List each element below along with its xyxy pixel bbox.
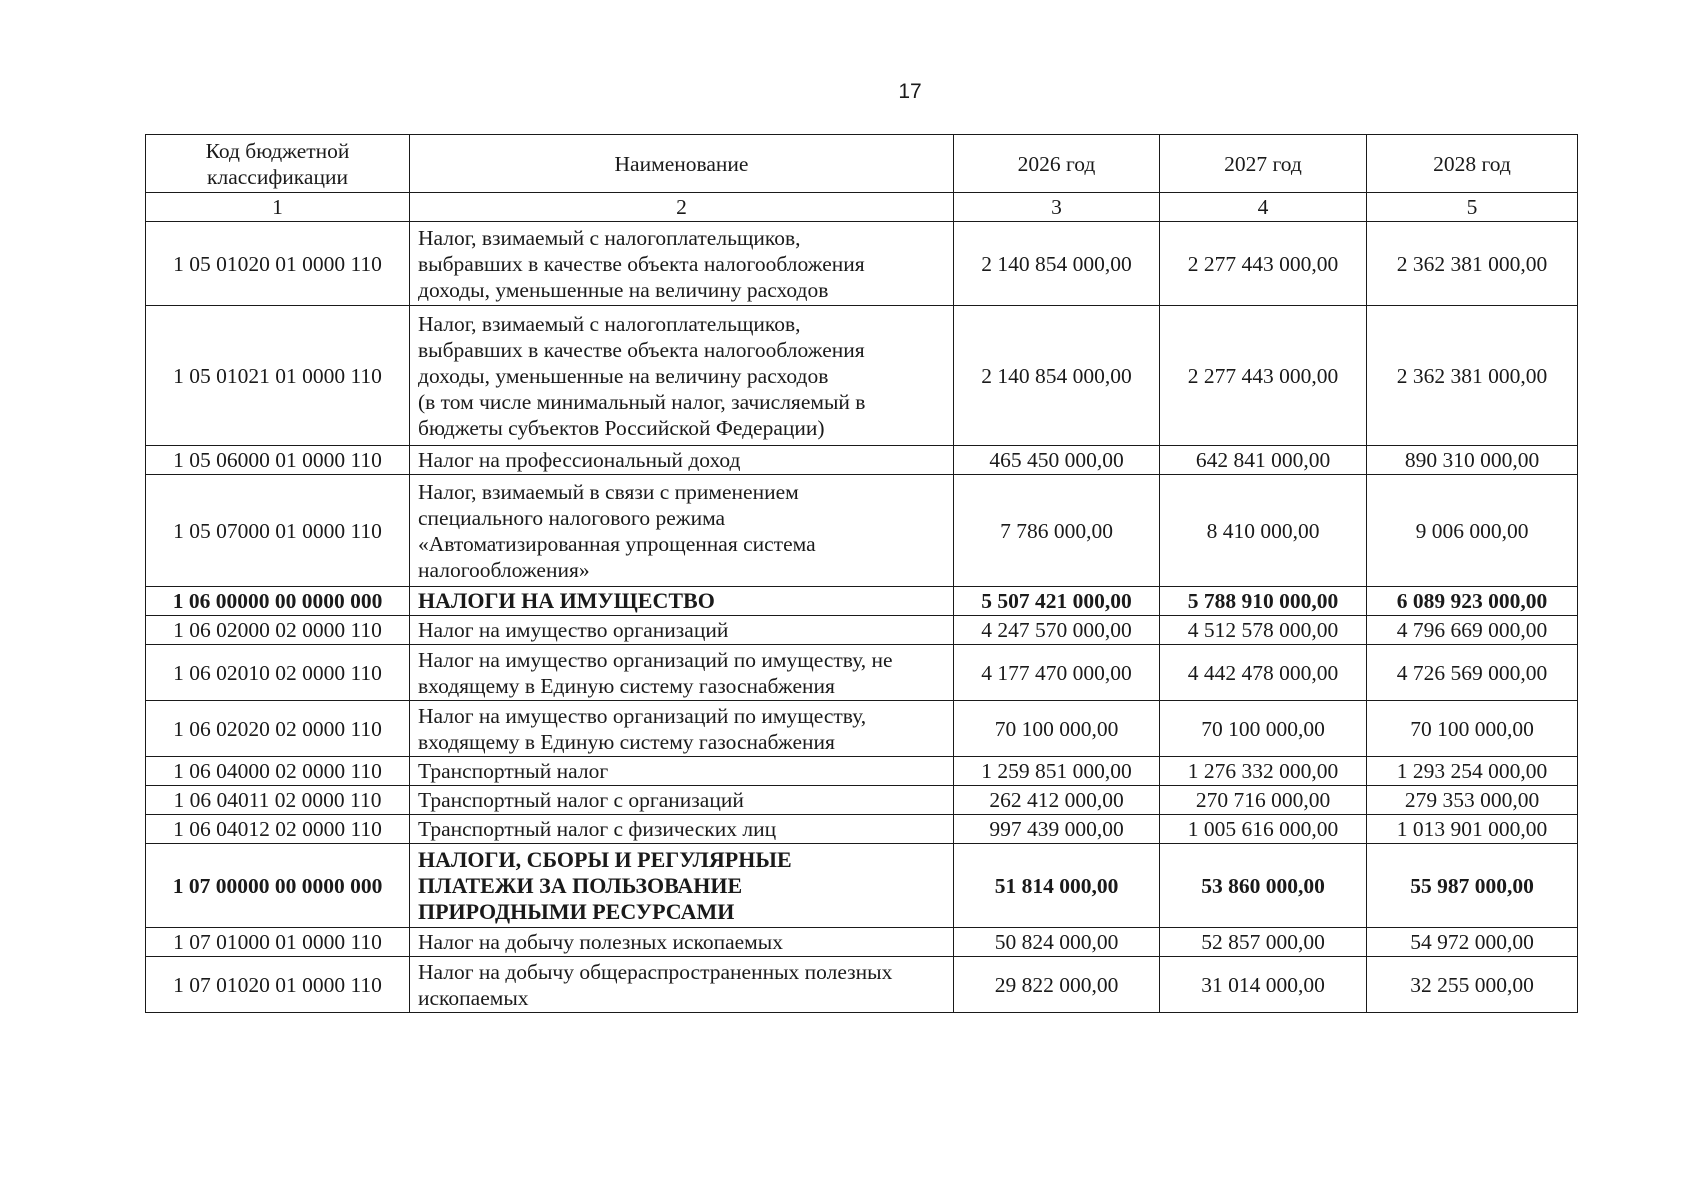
table-row xyxy=(146,844,1578,928)
value-2028: 4 796 669 000,00 xyxy=(1367,616,1578,645)
budget-code: 1 07 00000 00 0000 000 xyxy=(146,844,410,928)
budget-code: 1 05 07000 01 0000 110 xyxy=(146,475,410,587)
table-row xyxy=(146,786,1578,815)
value-2028: 2 362 381 000,00 xyxy=(1367,222,1578,306)
value-2028: 70 100 000,00 xyxy=(1367,701,1578,757)
budget-code: 1 07 01000 01 0000 110 xyxy=(146,928,410,957)
value-2027: 31 014 000,00 xyxy=(1160,957,1367,1013)
value-2027: 270 716 000,00 xyxy=(1160,786,1367,815)
value-2026: 1 259 851 000,00 xyxy=(954,757,1160,786)
value-2028: 6 089 923 000,00 xyxy=(1367,587,1578,616)
revenue-name: Налог, взимаемый с налогоплательщиков, выбравших в качестве объекта налогообложения доходы, уменьшенные на величину расходов (в том числе минимальный налог, зачисляемый в бюджеты субъектов Российской Федерации) xyxy=(410,306,954,446)
column-number: 3 xyxy=(954,193,1160,222)
table-row xyxy=(146,616,1578,645)
table-row xyxy=(146,222,1578,306)
value-2027: 4 442 478 000,00 xyxy=(1160,645,1367,701)
value-2026: 51 814 000,00 xyxy=(954,844,1160,928)
value-2028: 279 353 000,00 xyxy=(1367,786,1578,815)
value-2027: 5 788 910 000,00 xyxy=(1160,587,1367,616)
value-2027: 8 410 000,00 xyxy=(1160,475,1367,587)
revenue-name: Налог на добычу общераспространенных полезных ископаемых xyxy=(410,957,954,1013)
table-row xyxy=(146,587,1578,616)
column-number: 5 xyxy=(1367,193,1578,222)
value-2028: 1 013 901 000,00 xyxy=(1367,815,1578,844)
revenue-name: Налог на добычу полезных ископаемых xyxy=(410,928,954,957)
value-2027: 53 860 000,00 xyxy=(1160,844,1367,928)
value-2028: 4 726 569 000,00 xyxy=(1367,645,1578,701)
page-number: 17 xyxy=(898,80,922,103)
revenue-name: Налог на профессиональный доход xyxy=(410,446,954,475)
table-row xyxy=(146,928,1578,957)
revenue-name: НАЛОГИ, СБОРЫ И РЕГУЛЯРНЫЕ ПЛАТЕЖИ ЗА ПОЛЬЗОВАНИЕ ПРИРОДНЫМИ РЕСУРСАМИ xyxy=(410,844,954,928)
revenue-name: Налог на имущество организаций по имуществу, входящему в Единую систему газоснабжения xyxy=(410,701,954,757)
budget-code: 1 06 00000 00 0000 000 xyxy=(146,587,410,616)
revenue-name: Транспортный налог с физических лиц xyxy=(410,815,954,844)
revenue-name: Налог на имущество организаций по имуществу, не входящему в Единую систему газоснабжения xyxy=(410,645,954,701)
budget-code: 1 06 04000 02 0000 110 xyxy=(146,757,410,786)
header-name: Наименование xyxy=(410,135,954,193)
value-2027: 70 100 000,00 xyxy=(1160,701,1367,757)
table-row xyxy=(146,701,1578,757)
value-2028: 9 006 000,00 xyxy=(1367,475,1578,587)
column-number: 4 xyxy=(1160,193,1367,222)
value-2028: 1 293 254 000,00 xyxy=(1367,757,1578,786)
budget-code: 1 06 02000 02 0000 110 xyxy=(146,616,410,645)
value-2026: 70 100 000,00 xyxy=(954,701,1160,757)
table-row xyxy=(146,306,1578,446)
value-2027: 2 277 443 000,00 xyxy=(1160,222,1367,306)
value-2026: 4 247 570 000,00 xyxy=(954,616,1160,645)
budget-code: 1 06 04012 02 0000 110 xyxy=(146,815,410,844)
column-number: 1 xyxy=(146,193,410,222)
value-2027: 1 005 616 000,00 xyxy=(1160,815,1367,844)
budget-code: 1 07 01020 01 0000 110 xyxy=(146,957,410,1013)
value-2026: 2 140 854 000,00 xyxy=(954,222,1160,306)
value-2028: 890 310 000,00 xyxy=(1367,446,1578,475)
value-2026: 7 786 000,00 xyxy=(954,475,1160,587)
revenue-name: Налог на имущество организаций xyxy=(410,616,954,645)
column-number: 2 xyxy=(410,193,954,222)
header-2027: 2027 год xyxy=(1160,135,1367,193)
value-2026: 29 822 000,00 xyxy=(954,957,1160,1013)
table-row xyxy=(146,815,1578,844)
header-2028: 2028 год xyxy=(1367,135,1578,193)
revenue-name: Налог, взимаемый с налогоплательщиков, выбравших в качестве объекта налогообложения доходы, уменьшенные на величину расходов xyxy=(410,222,954,306)
value-2026: 465 450 000,00 xyxy=(954,446,1160,475)
value-2026: 4 177 470 000,00 xyxy=(954,645,1160,701)
table-row xyxy=(146,957,1578,1013)
budget-code: 1 06 02010 02 0000 110 xyxy=(146,645,410,701)
revenue-name: Транспортный налог xyxy=(410,757,954,786)
header-code: Код бюджетной классификации xyxy=(146,135,410,193)
value-2026: 2 140 854 000,00 xyxy=(954,306,1160,446)
value-2028: 54 972 000,00 xyxy=(1367,928,1578,957)
value-2026: 5 507 421 000,00 xyxy=(954,587,1160,616)
revenue-name: НАЛОГИ НА ИМУЩЕСТВО xyxy=(410,587,954,616)
budget-code: 1 05 01020 01 0000 110 xyxy=(146,222,410,306)
budget-code: 1 06 02020 02 0000 110 xyxy=(146,701,410,757)
value-2026: 262 412 000,00 xyxy=(954,786,1160,815)
column-number-row xyxy=(146,193,1578,222)
value-2027: 1 276 332 000,00 xyxy=(1160,757,1367,786)
budget-revenue-table xyxy=(145,134,1578,1013)
table-row xyxy=(146,645,1578,701)
value-2028: 55 987 000,00 xyxy=(1367,844,1578,928)
table-header-row xyxy=(146,135,1578,193)
value-2027: 642 841 000,00 xyxy=(1160,446,1367,475)
value-2028: 32 255 000,00 xyxy=(1367,957,1578,1013)
revenue-name: Транспортный налог с организаций xyxy=(410,786,954,815)
value-2026: 50 824 000,00 xyxy=(954,928,1160,957)
header-2026: 2026 год xyxy=(954,135,1160,193)
table-row xyxy=(146,757,1578,786)
value-2027: 2 277 443 000,00 xyxy=(1160,306,1367,446)
table-row xyxy=(146,446,1578,475)
budget-code: 1 05 01021 01 0000 110 xyxy=(146,306,410,446)
value-2026: 997 439 000,00 xyxy=(954,815,1160,844)
table-row xyxy=(146,475,1578,587)
budget-code: 1 05 06000 01 0000 110 xyxy=(146,446,410,475)
budget-code: 1 06 04011 02 0000 110 xyxy=(146,786,410,815)
value-2027: 52 857 000,00 xyxy=(1160,928,1367,957)
revenue-name: Налог, взимаемый в связи с применением специального налогового режима «Автоматизированная упрощенная система налогообложения» xyxy=(410,475,954,587)
value-2027: 4 512 578 000,00 xyxy=(1160,616,1367,645)
value-2028: 2 362 381 000,00 xyxy=(1367,306,1578,446)
